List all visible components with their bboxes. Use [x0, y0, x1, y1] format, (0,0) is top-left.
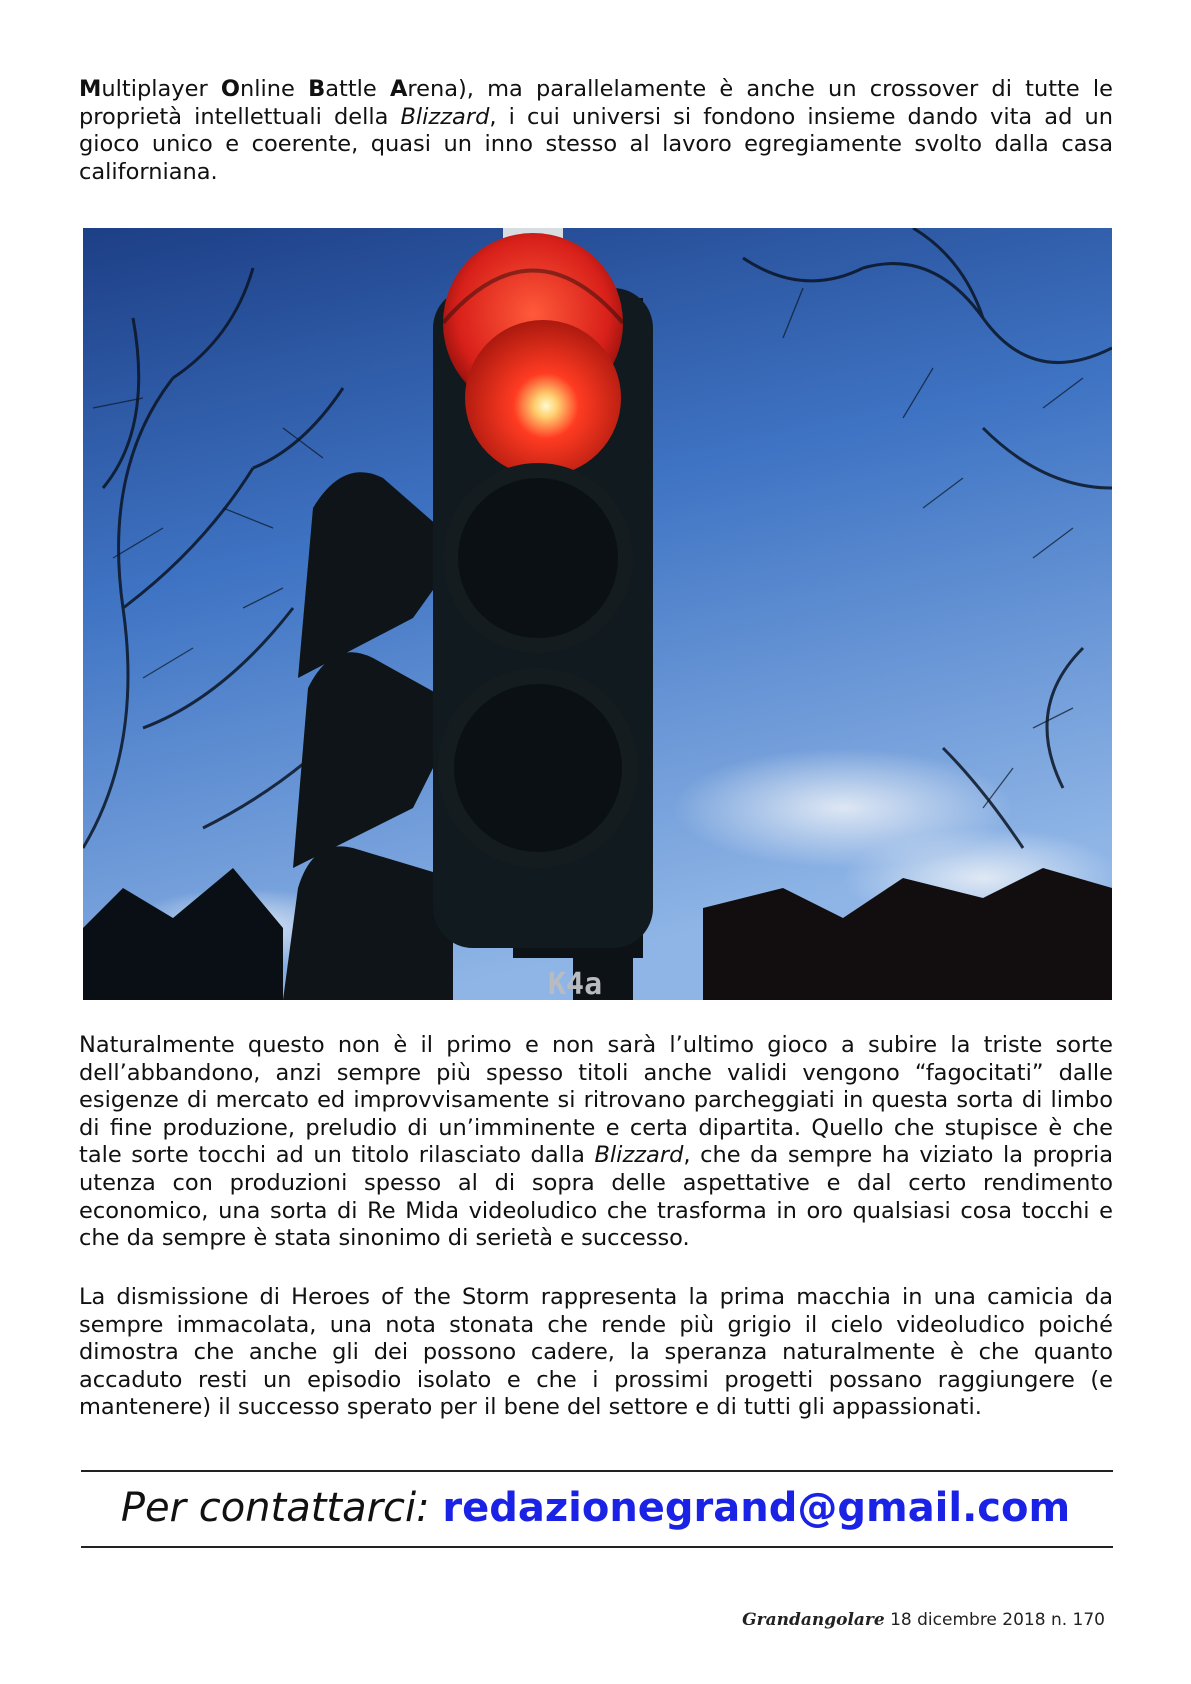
body-paragraph-3: La dismissione di Heroes of the Storm rappresenta la prima macchia in una camicia da sempre immacolata, una nota stonata che rende più grigio il cielo videoludico poiché dimostra che anche gli dei possono cadere, la speranza naturalmente è che quanto accaduto resti un episodio isolato e che i prossimi progetti possano raggiungere (e mantenere) il successo sperato per il bene del settore e di tutti gli appassionati.	[79, 1284, 1113, 1421]
contact-bottom-rule	[81, 1546, 1113, 1548]
contact-email-link[interactable]: redazionegrand@gmail.com	[442, 1485, 1071, 1531]
blizzard-em: Blizzard	[400, 103, 490, 130]
traffic-light-photo	[83, 228, 1112, 1000]
blizzard-em-2: Blizzard	[594, 1142, 684, 1169]
magazine-name: Grandangolare	[742, 1610, 885, 1630]
issue-info: 18 dicembre 2018 n. 170	[884, 1610, 1105, 1630]
acronym-o: O	[220, 76, 241, 102]
contact-line	[0, 1472, 1191, 1544]
body-paragraph-2: Naturalmente questo non è il primo e non sarà l’ultimo gioco a subire la triste sorte dell’abbandono, anzi sempre più spesso titoli anche validi vengono “fagocitati” dalle esigenze di mercato ed improvvisamente si ritrovano parcheggiati in questa sorta di limbo di fine produzione, preludio di un’imminente e certa dipartita. Quello che stupisce è che tale sorte tocchi ad un titolo rilasciato dalla Blizzard, che da sempre ha viziato la propria utenza con produzioni spesso al di sopra delle aspettative e dal certo rendimento economico, una sorta di Re Mida videoludico che trasforma in oro qualsiasi cosa tocchi e che da sempre è stata sinonimo di serietà e successo.	[79, 1032, 1113, 1252]
acronym-a: A	[389, 76, 408, 102]
page-footer	[742, 1610, 1105, 1630]
pole-sign-label: K4a	[548, 967, 603, 1000]
acronym-m: M	[79, 76, 102, 102]
intro-paragraph: Multiplayer Online Battle Arena), ma parallelamente è anche un crossover di tutte le proprietà intellettuali della Blizzard, i cui universi si fondono insieme dando vita ad un gioco unico e coerente, quasi un inno stesso al lavoro egregiamente svolto dalla casa californiana.	[79, 76, 1113, 185]
acronym-b: B	[308, 76, 326, 102]
contact-label: Per contattarci:	[120, 1485, 443, 1531]
